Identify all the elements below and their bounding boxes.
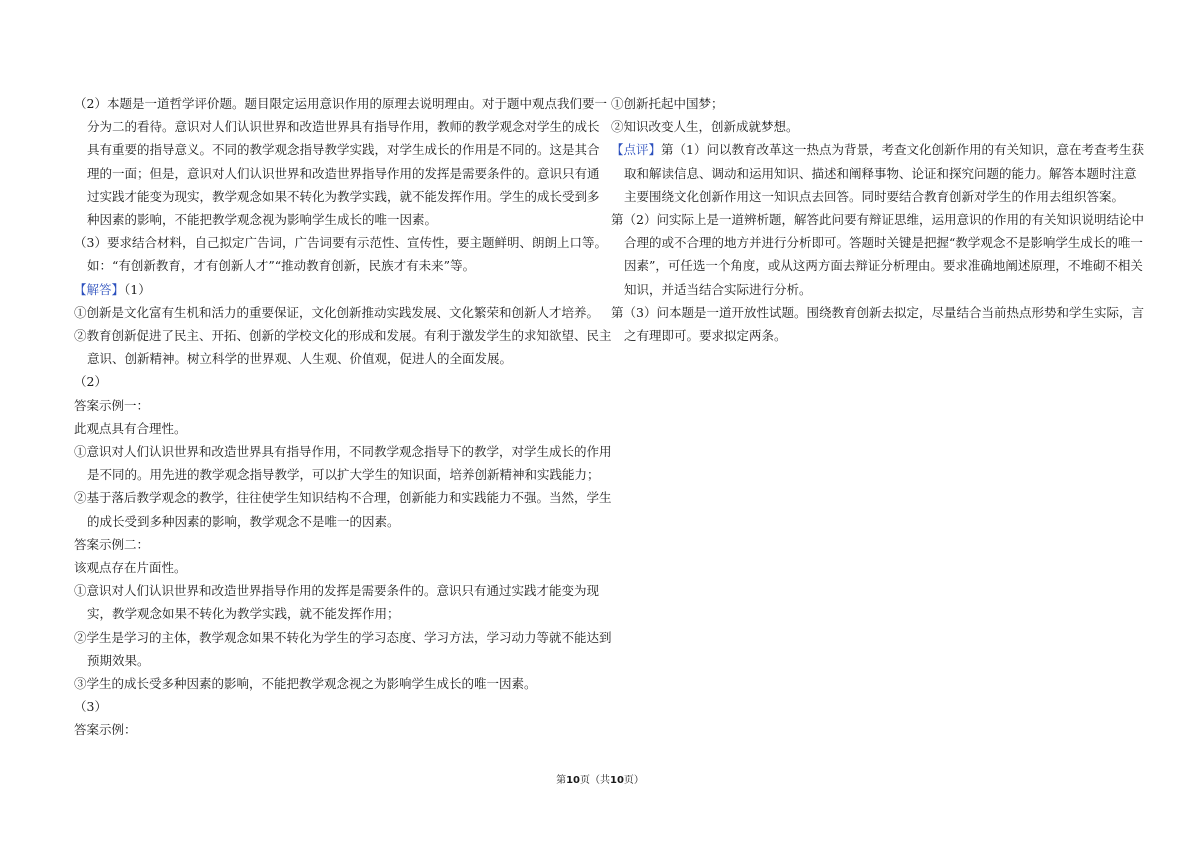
- answer-badge: 【解答】: [74, 281, 125, 297]
- answer-item-cont: 实，教学观念如果不转化为教学实践，就不能发挥作用；: [87, 606, 400, 622]
- review-text: 第（1）问以教育改革这一热点为背景，考查文化创新作用的有关知识，意在考查考生获: [661, 142, 1144, 158]
- example-label: 答案示例：: [74, 722, 137, 738]
- review-line: 合理的或不合理的地方并进行分析即可。答题时关键是把握“教学观念不是影响学生成长的唯一: [624, 235, 1143, 251]
- answer-item: ②基于落后教学观念的教学，往往使学生知识结构不合理，创新能力和实践能力不强。当然，学生: [74, 490, 612, 506]
- answer-item: ②教育创新促进了民主、开拓、创新的学校文化的形成和发展。有利于激发学生的求知欲望、民主: [74, 328, 612, 344]
- example-view: 该观点存在片面性。: [74, 560, 187, 576]
- answer-part-3: （3）: [74, 699, 107, 715]
- example-label: 答案示例一：: [74, 397, 150, 413]
- q3-intro-line: （3）要求结合材料，自己拟定广告词，广告词要有示范性、宣传性，要主题鲜明、朗朗上口等。: [74, 235, 607, 251]
- review-line: 之有理即可。要求拟定两条。: [624, 328, 787, 344]
- review-badge: 【点评】: [611, 142, 662, 158]
- answer-item-cont: 意识、创新精神。树立科学的世界观、人生观、价值观，促进人的全面发展。: [87, 351, 513, 367]
- review-line: 因素”，可任选一个角度，或从这两方面去辩证分析理由。要求准确地阐述原理，不堆砌不相关: [624, 258, 1143, 274]
- answer-item: ③学生的成长受多种因素的影响，不能把教学观念视之为影响学生成长的唯一因素。: [74, 676, 537, 692]
- answer-item: ①意识对人们认识世界和改造世界具有指导作用，不同教学观念指导下的教学，对学生成长的作用: [74, 444, 612, 460]
- review-line: [611, 138, 1144, 161]
- answer-part-1: （1）: [124, 281, 151, 297]
- answer-item: ①意识对人们认识世界和改造世界指导作用的发挥是需要条件的。意识只有通过实践才能变为现: [74, 583, 600, 599]
- right-column: [611, 92, 1144, 347]
- q3-intro-line: 如：“有创新教育，才有创新人才”“推动教育创新，民族才有未来”等。: [87, 258, 476, 274]
- answer-item: ①创新是文化富有生机和活力的重要保证，文化创新推动实践发展、文化繁荣和创新人才培养。: [74, 304, 600, 320]
- answer-item-cont: 预期效果。: [87, 652, 150, 668]
- q2-intro-line: 过实践才能变为现实，教学观念如果不转化为教学实践，就不能发挥作用。学生的成长受到多: [87, 188, 600, 204]
- q2-intro-line: 分为二的看待。意识对人们认识世界和改造世界具有指导作用，教师的教学观念对学生的成长: [87, 119, 600, 135]
- answer-part-2: （2）: [74, 374, 107, 390]
- slogan-item: ①创新托起中国梦；: [611, 96, 724, 111]
- q2-intro-line: （2）本题是一道哲学评价题。题目限定运用意识作用的原理去说明理由。对于题中观点我们要一: [74, 96, 607, 111]
- answer-item-cont: 是不同的。用先进的教学观念指导教学，可以扩大学生的知识面，培养创新精神和实践能力；: [87, 467, 600, 483]
- review-line: 取和解读信息、调动和运用知识、描述和阐释事物、论证和探究问题的能力。解答本题时注意: [624, 165, 1137, 181]
- review-line: 知识，并适当结合实际进行分析。: [624, 281, 812, 297]
- review-line: 第（2）问实际上是一道辨析题，解答此问要有辩证思维，运用意识的作用的有关知识说明结论中: [611, 212, 1144, 228]
- answer-heading: [74, 278, 590, 301]
- example-view: 此观点具有合理性。: [74, 420, 187, 436]
- q2-intro-line: 理的一面；但是，意识对人们认识世界和改造世界指导作用的发挥是需要条件的。意识只有通: [87, 165, 600, 181]
- page-number: 10: [566, 775, 580, 786]
- left-column: [74, 92, 612, 742]
- footer-mid: 页（共: [580, 775, 610, 786]
- answer-item: ②学生是学习的主体，教学观念如果不转化为学生的学习态度、学习方法，学习动力等就不能达到: [74, 629, 612, 645]
- q2-intro-line: 具有重要的指导意义。不同的教学观念指导教学实践，对学生成长的作用是不同的。这是其合: [87, 142, 600, 158]
- review-line: 第（3）问本题是一道开放性试题。围绕教育创新去拟定，尽量结合当前热点形势和学生实际，言: [611, 304, 1144, 320]
- slogan-item: ②知识改变人生，创新成就梦想。: [611, 119, 799, 135]
- example-label: 答案示例二：: [74, 536, 150, 552]
- footer-suffix: 页）: [623, 775, 644, 786]
- page-total: 10: [610, 775, 624, 786]
- page-footer: [0, 771, 1200, 786]
- q2-intro-line: 种因素的影响，不能把教学观念视为影响学生成长的唯一因素。: [87, 212, 438, 228]
- review-line: 主要围绕文化创新作用这一知识点去回答。同时要结合教育创新对学生的作用去组织答案。: [624, 188, 1125, 204]
- answer-item-cont: 的成长受到多种因素的影响，教学观念不是唯一的因素。: [87, 513, 400, 529]
- footer-prefix: 第: [556, 775, 567, 786]
